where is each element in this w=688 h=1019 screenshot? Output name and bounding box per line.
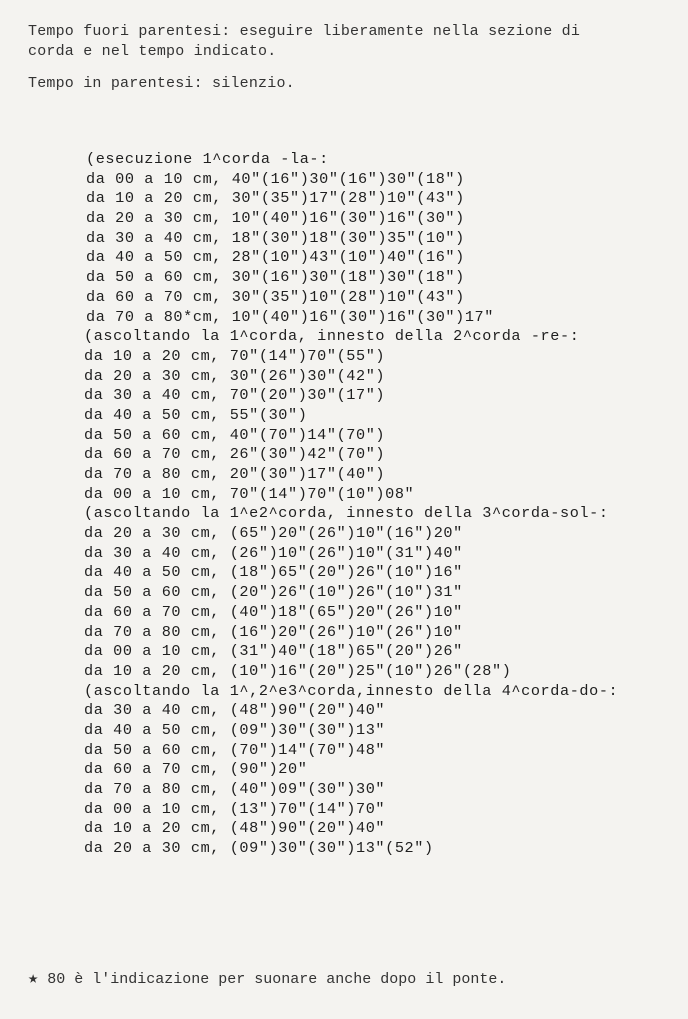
score-row: da 00 a 10 cm, 70"(14")70"(10")08" bbox=[84, 484, 415, 503]
score-row: da 50 a 60 cm, (20")26"(10")26"(10")31" bbox=[84, 583, 463, 602]
score-row: da 30 a 40 cm, (26")10"(26")10"(31")40" bbox=[84, 543, 463, 562]
score-row: da 10 a 20 cm, (48")90"(20")40" bbox=[84, 819, 386, 838]
score-row: da 20 a 30 cm, (09")30"(30")13"(52") bbox=[84, 839, 434, 858]
score-row: da 20 a 30 cm, (65")20"(26")10"(16")20" bbox=[84, 524, 463, 543]
score-row: da 00 a 10 cm, 40"(16")30"(16")30"(18") bbox=[86, 169, 465, 188]
score-row: da 30 a 40 cm, 18"(30")18"(30")35"(10") bbox=[86, 228, 465, 247]
star-icon: ★ bbox=[28, 970, 39, 989]
score-row: da 40 a 50 cm, 55"(30") bbox=[84, 405, 308, 424]
score-row: da 70 a 80*cm, 10"(40")16"(30")16"(30")17" bbox=[86, 307, 494, 326]
score-row: da 70 a 80 cm, 20"(30")17"(40") bbox=[84, 465, 386, 483]
score-row: da 10 a 20 cm, 70"(14")70"(55") bbox=[84, 346, 386, 365]
score-row: da 30 a 40 cm, (48")90"(20")40" bbox=[84, 701, 386, 720]
section-heading: (ascoltando la 1^corda, innesto della 2^corda -re-: bbox=[84, 327, 580, 346]
section-heading: (ascoltando la 1^e2^corda, innesto della 3^corda-sol-: bbox=[84, 504, 609, 523]
score-listing bbox=[84, 150, 618, 859]
score-row: da 10 a 20 cm, 30"(35")17"(28")10"(43") bbox=[86, 189, 465, 208]
score-row: da 20 a 30 cm, 30"(26")30"(42") bbox=[84, 366, 386, 385]
score-row: da 60 a 70 cm, 26"(30")42"(70") bbox=[84, 445, 386, 464]
instruction-line: Tempo fuori parentesi: eseguire liberamente nella sezione di bbox=[28, 23, 581, 40]
score-row: da 70 a 80 cm, (40")09"(30")30" bbox=[84, 780, 386, 798]
instruction-line: corda e nel tempo indicato. bbox=[28, 43, 277, 60]
score-row: da 10 a 20 cm, (10")16"(20")25"(10")26"(28") bbox=[84, 661, 512, 680]
section-heading: (esecuzione 1^corda -la-: bbox=[86, 150, 329, 168]
footnote bbox=[28, 970, 506, 990]
score-row: da 40 a 50 cm, 28"(10")43"(10")40"(16") bbox=[86, 248, 465, 267]
instruction-line: Tempo in parentesi: silenzio. bbox=[28, 75, 295, 92]
score-row: da 50 a 60 cm, (70")14"(70")48" bbox=[84, 740, 386, 759]
score-row: da 50 a 60 cm, 30"(16")30"(18")30"(18") bbox=[86, 268, 465, 287]
score-row: da 40 a 50 cm, (18")65"(20")26"(10")16" bbox=[84, 563, 463, 582]
footnote-text: 80 è l'indicazione per suonare anche dopo il ponte. bbox=[38, 971, 507, 988]
score-row: da 60 a 70 cm, (40")18"(65")20"(26")10" bbox=[84, 602, 463, 621]
score-row: da 20 a 30 cm, 10"(40")16"(30")16"(30") bbox=[86, 209, 465, 228]
score-row: da 30 a 40 cm, 70"(20")30"(17") bbox=[84, 386, 386, 405]
score-row: da 60 a 70 cm, (90")20" bbox=[84, 760, 308, 779]
score-row: da 00 a 10 cm, (31")40"(18")65"(20")26" bbox=[84, 642, 463, 661]
section-heading: (ascoltando la 1^,2^e3^corda,innesto della 4^corda-do-: bbox=[84, 681, 619, 700]
instructions bbox=[28, 22, 580, 94]
score-row: da 00 a 10 cm, (13")70"(14")70" bbox=[84, 799, 386, 818]
score-row: da 40 a 50 cm, (09")30"(30")13" bbox=[84, 720, 386, 739]
score-row: da 60 a 70 cm, 30"(35")10"(28")10"(43") bbox=[86, 287, 465, 306]
score-row: da 50 a 60 cm, 40"(70")14"(70") bbox=[84, 425, 386, 444]
score-row: da 70 a 80 cm, (16")20"(26")10"(26")10" bbox=[84, 622, 463, 641]
